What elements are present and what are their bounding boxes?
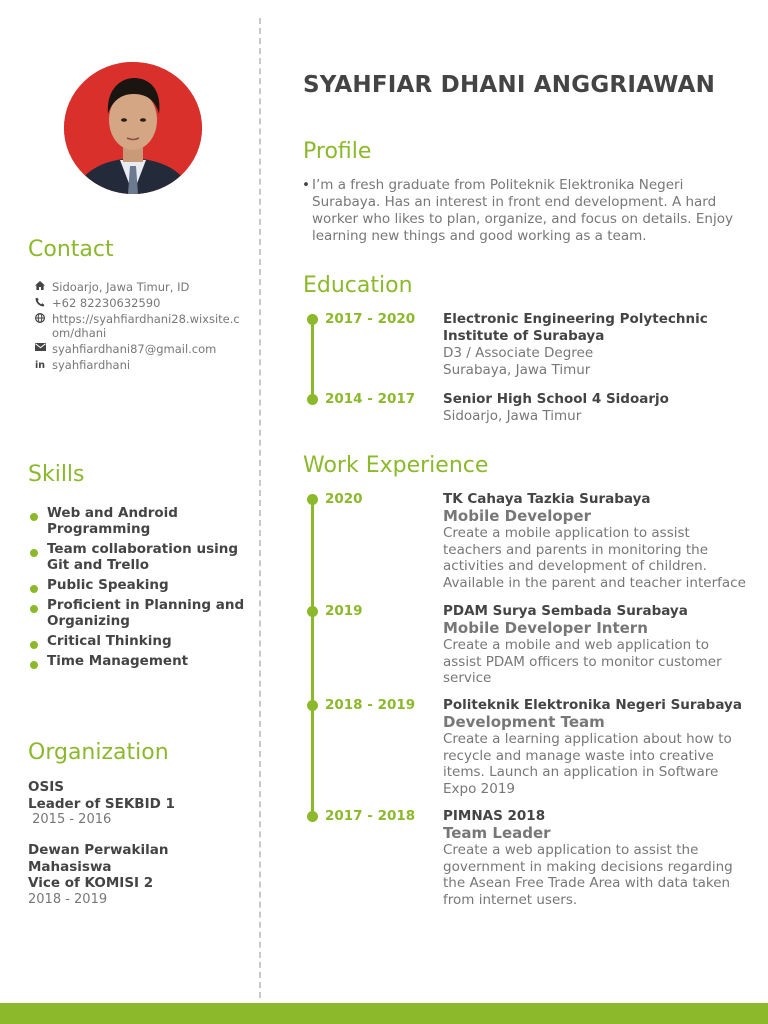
work-role: Mobile Developer Intern [443, 619, 648, 637]
work-company: PIMNAS 2018 [443, 808, 546, 824]
work-company: Politeknik Elektronika Negeri Surabaya [443, 697, 742, 713]
education-location: Sidoarjo, Jawa Timur [443, 408, 582, 424]
work-role: Development Team [443, 713, 605, 731]
education-institution: Electronic Engineering Polytechnic Institute of Surabaya [443, 311, 708, 344]
organization-item [28, 842, 248, 908]
work-role: Team Leader [443, 824, 551, 842]
profile-summary: • I’m a fresh graduate from Politeknik Elektronika Negeri Surabaya. Has an interest in front end development. A hard worker who likes to plan, organize, and focus on details. Enjoy learning new things and good working as a team. [302, 177, 733, 244]
timeline-dot [307, 494, 318, 505]
bullet-dot [30, 549, 38, 557]
work-date: 2019 [325, 603, 363, 619]
work-company: TK Cahaya Tazkia Surabaya [443, 491, 651, 507]
organization-years: 2018 - 2019 [28, 891, 108, 907]
organization-name: Dewan Perwakilan Mahasiswa [28, 842, 169, 875]
timeline-dot [307, 314, 318, 325]
bullet-dot [30, 605, 38, 613]
organization-item [28, 779, 248, 828]
skill-item: Team collaboration using Git and Trello [28, 541, 250, 573]
skill-item: Web and Android Programming [28, 505, 250, 537]
organization-years: 2015 - 2016 [28, 812, 112, 827]
work-description: Create a mobile application to assist teachers and parents in monitoring the activities and development of children. Available in the parent and teacher interface [443, 525, 746, 591]
work-description: Create a learning application about how to recycle and manage waste into creative items. Launch an application in Software Expo 2019 [443, 731, 732, 797]
education-title: Education [303, 273, 413, 298]
education-date: 2014 - 2017 [325, 391, 416, 407]
contact-title: Contact [28, 237, 114, 262]
timeline-line [311, 499, 314, 819]
profile-title: Profile [303, 139, 372, 164]
globe-icon [34, 312, 46, 323]
education-location: Surabaya, Jawa Timur [443, 361, 591, 378]
education-date: 2017 - 2020 [325, 311, 416, 327]
envelope-icon [34, 342, 46, 351]
bullet: • [302, 177, 310, 193]
work-date: 2017 - 2018 [325, 808, 416, 824]
contact-linkedin[interactable]: in syahfiardhani [34, 358, 131, 372]
education-degree: D3 / Associate Degree [443, 345, 594, 361]
bullet-dot [30, 585, 38, 593]
work-description: Create a mobile and web application to assist PDAM officers to monitor customer service [443, 637, 722, 687]
phone-icon [34, 296, 46, 307]
footer-bar [0, 1003, 768, 1024]
linkedin-icon: in [34, 360, 46, 371]
work-company: PDAM Surya Sembada Surabaya [443, 603, 688, 619]
work-date: 2018 - 2019 [325, 697, 416, 713]
work-title: Work Experience [303, 453, 489, 478]
organization-role: Vice of KOMISI 2 [28, 875, 154, 891]
organization-role: Leader of SEKBID 1 [28, 795, 175, 812]
column-divider [259, 18, 261, 998]
skill-item: Critical Thinking [28, 633, 250, 649]
work-role: Mobile Developer [443, 507, 591, 525]
work-description: Create a web application to assist the government in making decisions regarding the Asean Free Trade Area with data taken from internet users. [443, 842, 733, 908]
profile-photo [64, 62, 202, 194]
skill-item: Time Management [28, 653, 250, 669]
contact-address: Sidoarjo, Jawa Timur, ID [34, 280, 244, 294]
skill-item: Public Speaking [28, 577, 250, 593]
timeline-line [311, 319, 314, 401]
organization-title: Organization [28, 740, 169, 765]
candidate-name: SYAHFIAR DHANI ANGGRIAWAN [303, 72, 716, 98]
bullet-dot [30, 513, 38, 521]
skills-list [28, 505, 250, 673]
skills-title: Skills [28, 462, 85, 487]
timeline-dot [307, 394, 318, 405]
education-institution: Senior High School 4 Sidoarjo [443, 391, 669, 407]
work-date: 2020 [325, 491, 363, 507]
timeline-dot [307, 811, 318, 822]
contact-list [34, 280, 244, 375]
skill-item: Proficient in Planning and Organizing [28, 597, 250, 629]
bullet-dot [30, 661, 38, 669]
bullet-dot [30, 641, 38, 649]
timeline-dot [307, 700, 318, 711]
contact-website[interactable]: https://syahfiardhani28.wixsite.com/dhani [34, 312, 244, 340]
contact-phone: +62 82230632590 [34, 296, 244, 310]
timeline-dot [307, 606, 318, 617]
contact-email[interactable]: syahfiardhani87@gmail.com [34, 342, 244, 356]
organization-name: OSIS [28, 779, 64, 795]
organization-list [28, 779, 248, 922]
home-icon [34, 280, 46, 290]
